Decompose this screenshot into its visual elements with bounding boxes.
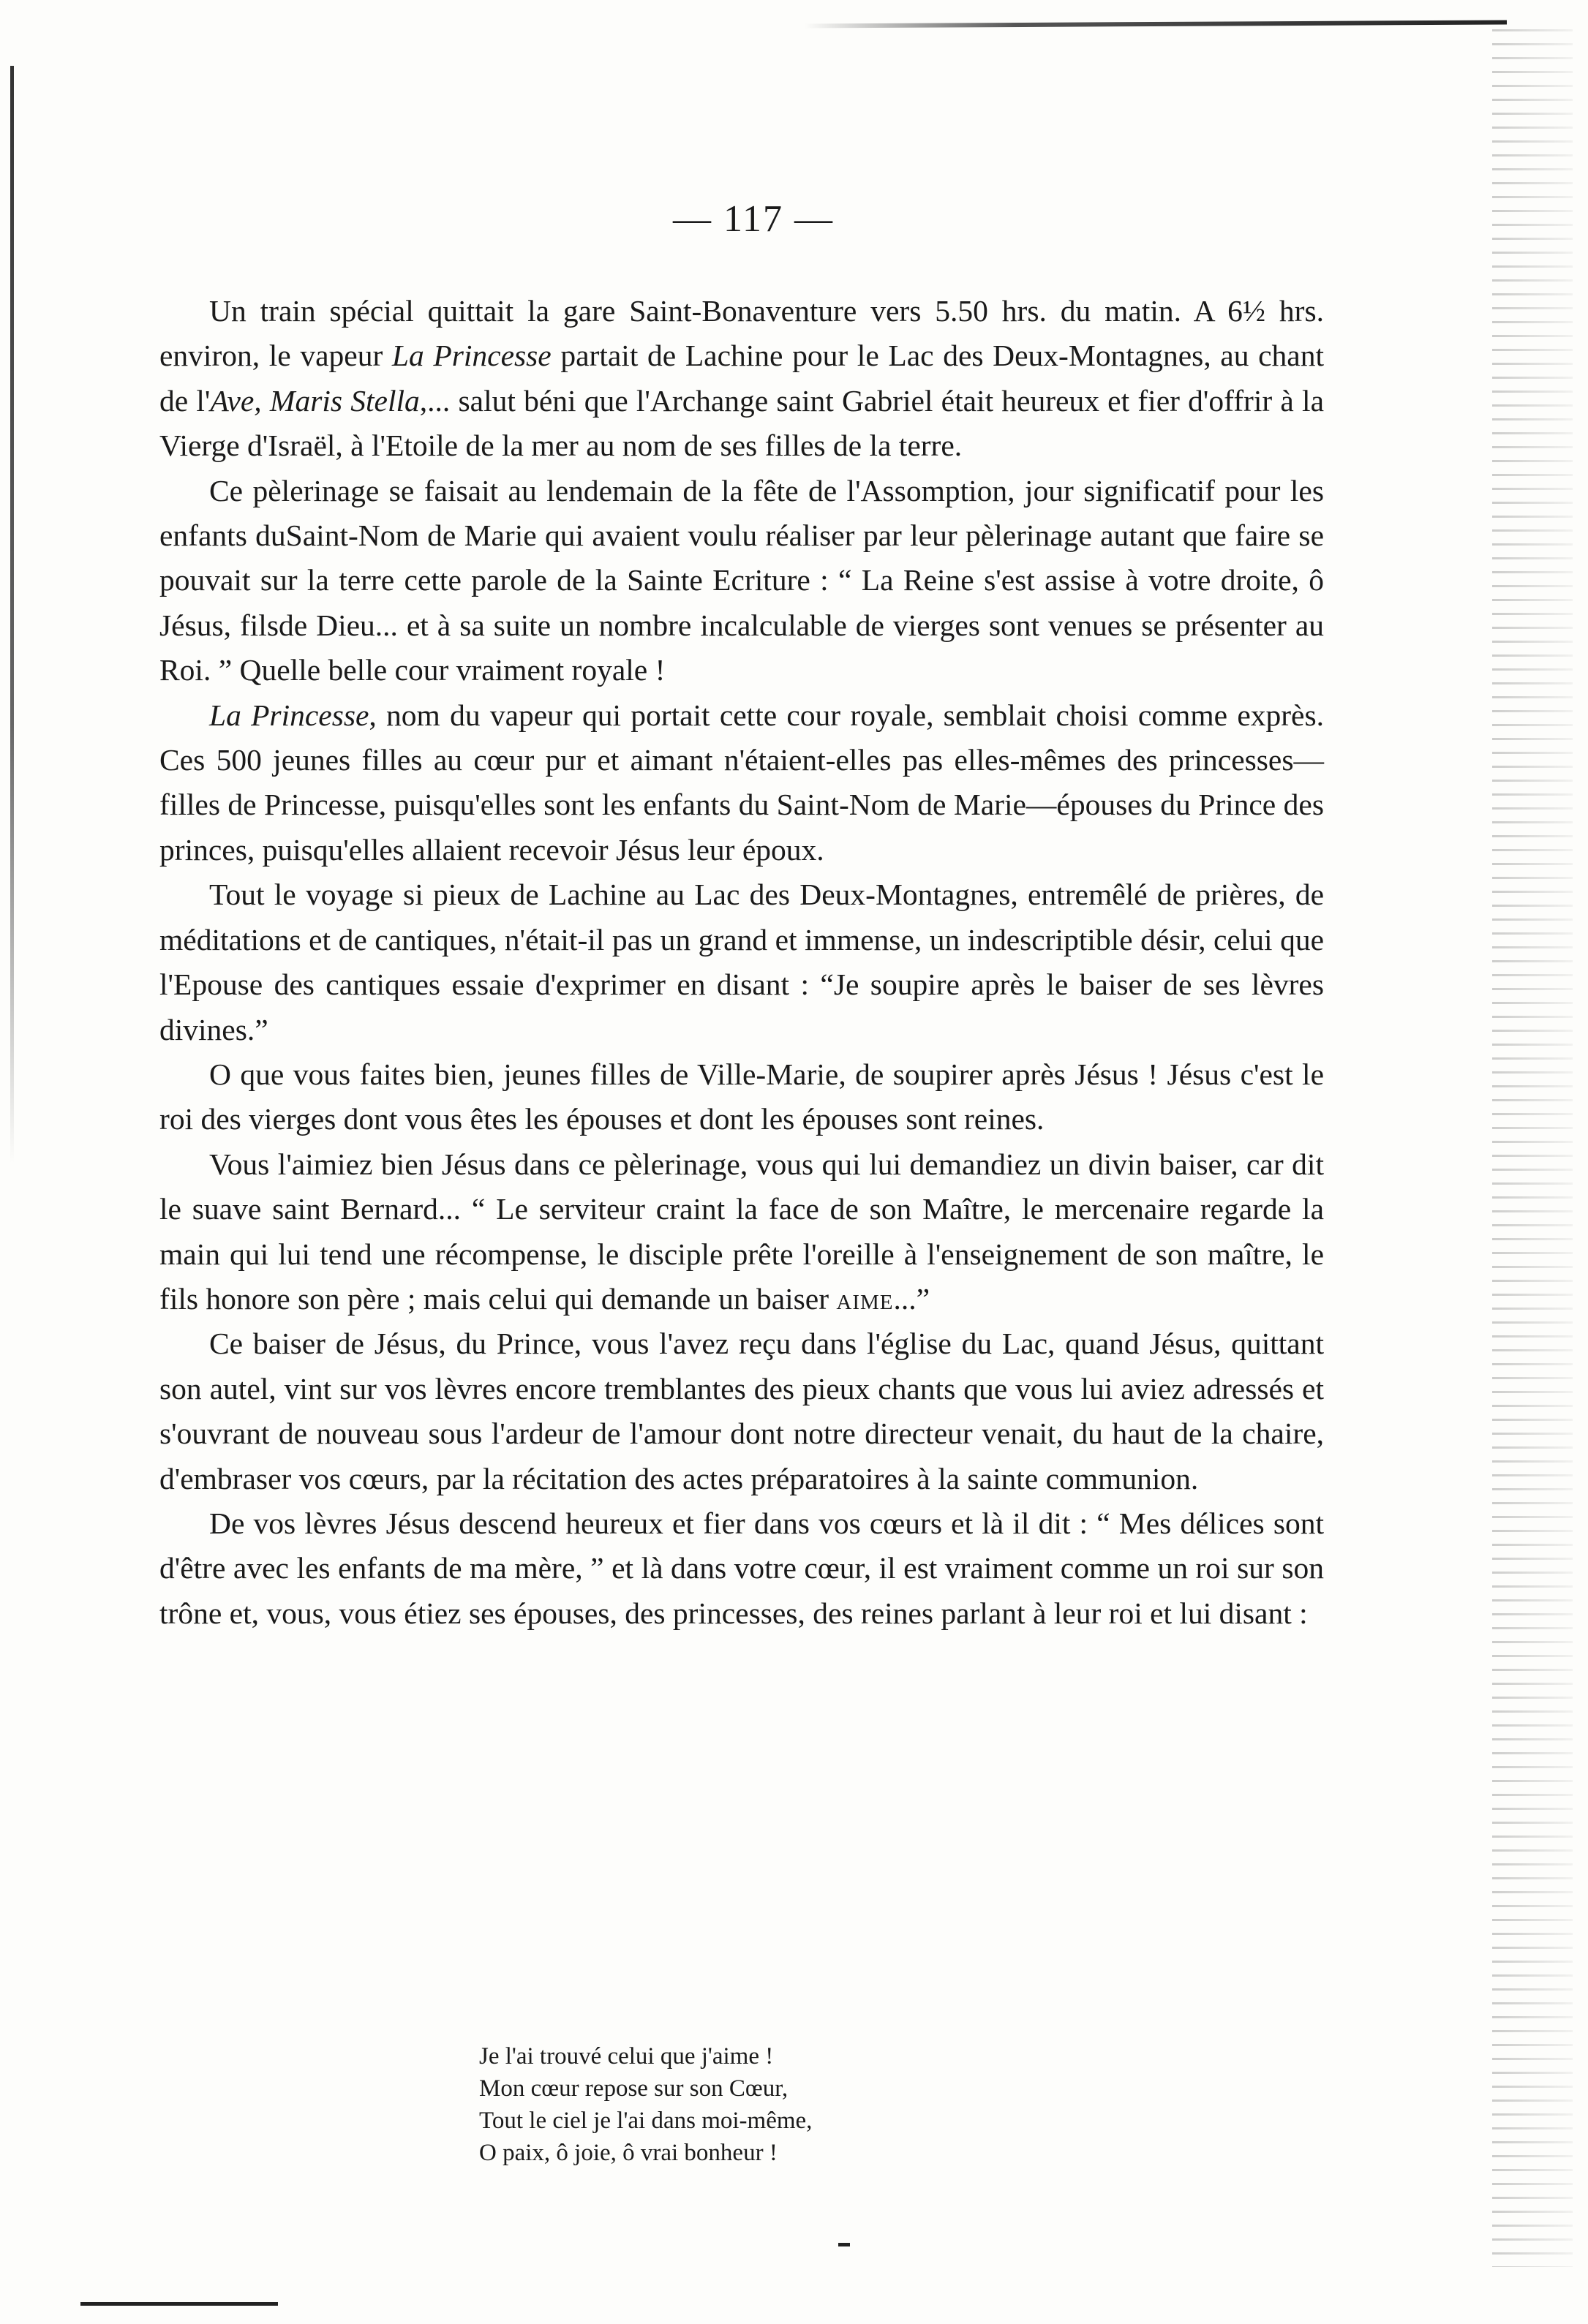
scan-artifact-bottom-rule: [80, 2302, 278, 2306]
paragraph: [159, 289, 1324, 469]
paragraph-text: Tout le voyage si pieux de Lachine au Lac des Deux-Montagnes, entremêlé de prières, de méditations et de cantiques, n'était-il pas un grand et immense, un indescriptible désir, celui que l'Epouse des cantiques essaie d'exprimer en disant : “Je soupire après le baiser de ses lèvres divines.”: [159, 878, 1324, 1046]
italic-text: La Princesse: [209, 698, 369, 732]
paragraph: [159, 693, 1324, 873]
italic-text: Ave, Maris Stella: [210, 383, 420, 418]
paragraph: [159, 1501, 1324, 1636]
paragraph-text: partait de Lachine pour le Lac des Deux-Montagnes, au chant de l': [159, 339, 1324, 418]
bottom-dash: [838, 2243, 850, 2246]
page-number: — 117 —: [672, 198, 835, 240]
paragraph-text: Ce pèlerinage se faisait au lendemain de la fête de l'Assomption, jour significatif pour les enfants duSaint-Nom de Marie qui avaient voulu réaliser par leur pèlerinage autant que faire se pouvait sur la terre cette parole de la Sainte Ecriture : “ La Reine s'est assise à votre droite, ô Jésus, filsde Dieu... et à sa suite un nombre incalculable de vierges sont venues se présenter au Roi. ” Quelle belle cour vraiment royale !: [159, 473, 1324, 687]
paragraph-text: Un train spécial quittait la gare Saint-Bonaventure vers 5.50 hrs. du matin. A 6½ hrs. environ, le vapeur: [159, 294, 1324, 373]
paragraph-text: Vous l'aimiez bien Jésus dans ce pèlerinage, vous qui lui demandiez un divin baiser, car dit le suave saint Bernard... “ Le serviteur craint la face de son Maître, le mercenaire regarde la main qui lui tend une récompense, le disciple prête l'oreille à l'enseignement de son maître, le fils honore son père ; mais celui qui demande un baiser: [159, 1147, 1324, 1316]
italic-text: La Princesse: [391, 339, 552, 373]
verse-line: Mon cœur repose sur son Cœur,: [479, 2075, 789, 2102]
paragraph-text: De vos lèvres Jésus descend heureux et fier dans vos cœurs et là il dit : “ Mes délices sont d'être avec les enfants de ma mère, ” et là dans votre cœur, il est vraiment comme un roi sur son trône et, vous, vous étiez ses épouses, des princesses, des reines parlant à leur roi et lui disant :: [159, 1506, 1324, 1630]
scan-artifact-top-rule: [805, 20, 1507, 28]
scan-artifact-right-edge: [1492, 29, 1573, 2267]
paragraph: [159, 1052, 1324, 1142]
verse-block: [479, 2040, 1137, 2169]
scan-artifact-left-edge: [10, 66, 14, 1163]
paragraph: [159, 469, 1324, 693]
paragraph: [159, 1142, 1324, 1322]
paragraph-text: ...”: [893, 1281, 930, 1316]
verse-line: Tout le ciel je l'ai dans moi-même,: [479, 2108, 813, 2134]
verse-line: Je l'ai trouvé celui que j'aime !: [479, 2043, 774, 2070]
small-caps-text: aime: [836, 1281, 894, 1316]
paragraph-text: , nom du vapeur qui portait cette cour royale, semblait choisi comme exprès. Ces 500 jeunes filles au cœur pur et aimant n'étaient-elles pas elles-mêmes des princesses—filles de Princesse, puisqu'elles sont les enfants du Saint-Nom de Marie—épouses du Prince des princes, puisqu'elles allaient recevoir Jésus leur époux.: [159, 698, 1324, 867]
paragraph-text: Ce baiser de Jésus, du Prince, vous l'avez reçu dans l'église du Lac, quand Jésus, quittant son autel, vint sur vos lèvres encore tremblantes des pieux chants que vous lui aviez adressés et s'ouvrant de nouveau sous l'ardeur de l'amour dont notre directeur venait, du haut de la chaire, d'embraser vos cœurs, par la récitation des actes préparatoires à la sainte communion.: [159, 1327, 1324, 1495]
body-text: [159, 289, 1324, 1636]
paragraph: [159, 1321, 1324, 1501]
paragraph-text: O que vous faites bien, jeunes filles de Ville-Marie, de soupirer après Jésus ! Jésus c'est le roi des vierges dont vous êtes les épouses et dont les épouses sont reines.: [159, 1057, 1324, 1136]
verse-line: O paix, ô joie, ô vrai bonheur !: [479, 2140, 778, 2166]
paragraph: [159, 872, 1324, 1052]
paragraph-text: ,... salut béni que l'Archange saint Gabriel était heureux et fier d'offrir à la Vierge d'Israël, à l'Etoile de la mer au nom de ses filles de la terre.: [159, 383, 1324, 463]
